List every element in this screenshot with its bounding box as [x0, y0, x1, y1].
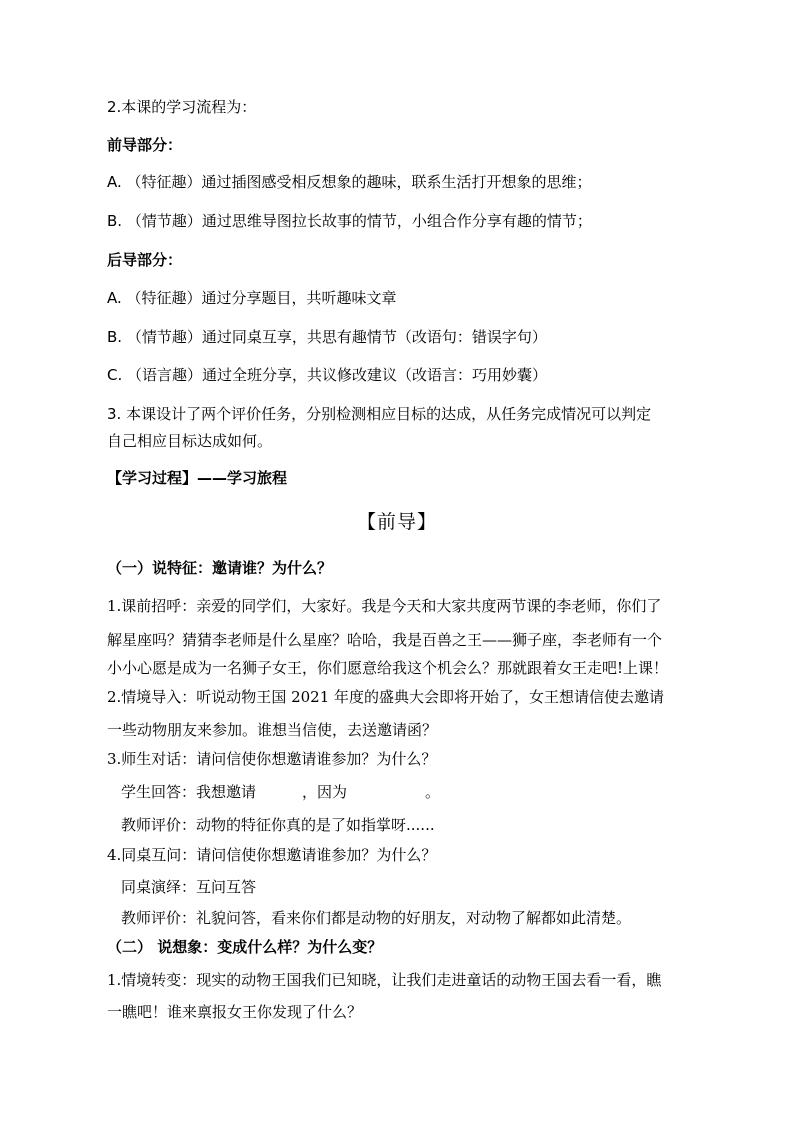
part1-p3: 3.师生对话：请问信使你想邀请谁参加？为什么？ [107, 750, 437, 768]
note3-line1: 3. 本课设计了两个评价任务，分别检测相应目标的达成，从任务完成情况可以判定 [107, 405, 652, 423]
part1-p1-line2: 解星座吗？猜猜李老师是什么星座？哈哈，我是百兽之王——狮子座，李老师有一个 [107, 631, 663, 649]
part1-p4: 4.同桌互问：请问信使你想邀请谁参加？为什么？ [107, 846, 437, 864]
front-heading: 前导部分： [107, 136, 183, 154]
back-item-b: B. （情节趣）通过同桌互享，共思有趣情节（改语句：错误字句） [107, 328, 547, 346]
section-title: 【前导】 [356, 511, 437, 533]
back-heading: 后导部分： [107, 251, 183, 269]
part1-p2-line2: 一些动物朋友来参加。谁想当信使，去送邀请函？ [107, 721, 438, 739]
part1-p1-line3: 小小心愿是成为一名狮子女王，你们愿意给我这个机会么？那就跟着女王走吧!上课！ [107, 659, 669, 677]
part1-student-answer-a: 学生回答：我想邀请 [121, 783, 257, 801]
part2-p1-line2: 一瞧吧！谁来禀报女王你发现了什么？ [107, 1003, 363, 1021]
back-item-a: A. （特征趣）通过分享题目，共听趣味文章 [107, 289, 397, 307]
front-item-a: A. （特征趣）通过插图感受相反想象的趣味，联系生活打开想象的思维； [107, 173, 592, 191]
part1-p4-teacher: 教师评价：礼貌问答，看来你们都是动物的好朋友，对动物了解都如此清楚。 [121, 909, 632, 927]
part1-student-answer-b: ，因为 [302, 783, 348, 801]
flow-intro: 2.本课的学习流程为： [107, 98, 257, 116]
note3-line2: 自己相应目标达成如何。 [107, 432, 273, 450]
part1-p4-practice: 同桌演绎：互问互答 [121, 878, 257, 896]
part1-heading: （一）说特征：邀请谁？为什么？ [107, 559, 333, 577]
part1-teacher-eval: 教师评价：动物的特征你真的是了如指掌呀...... [121, 816, 435, 834]
part2-heading: （二） 说想象：变成什么样？为什么变？ [107, 938, 383, 956]
part1-p1-line1: 1.课前招呼：亲爱的同学们，大家好。我是今天和大家共度两节课的李老师，你们了 [107, 597, 662, 615]
front-item-b: B. （情节趣）通过思维导图拉长故事的情节，小组合作分享有趣的情节； [107, 212, 592, 230]
part2-p1-line1: 1.情境转变：现实的动物王国我们已知晓，让我们走进童话的动物王国去看一看，瞧 [107, 971, 662, 989]
back-item-c: C. （语言趣）通过全班分享，共议修改建议（改语言：巧用妙囊） [107, 366, 548, 384]
part1-student-answer-c: 。 [425, 783, 441, 801]
process-heading: 【学习过程】——学习旅程 [107, 469, 288, 487]
part1-p2-line1: 2.情境导入：听说动物王国 2021 年度的盛典大会即将开始了，女王想请信使去邀请 [107, 688, 665, 706]
